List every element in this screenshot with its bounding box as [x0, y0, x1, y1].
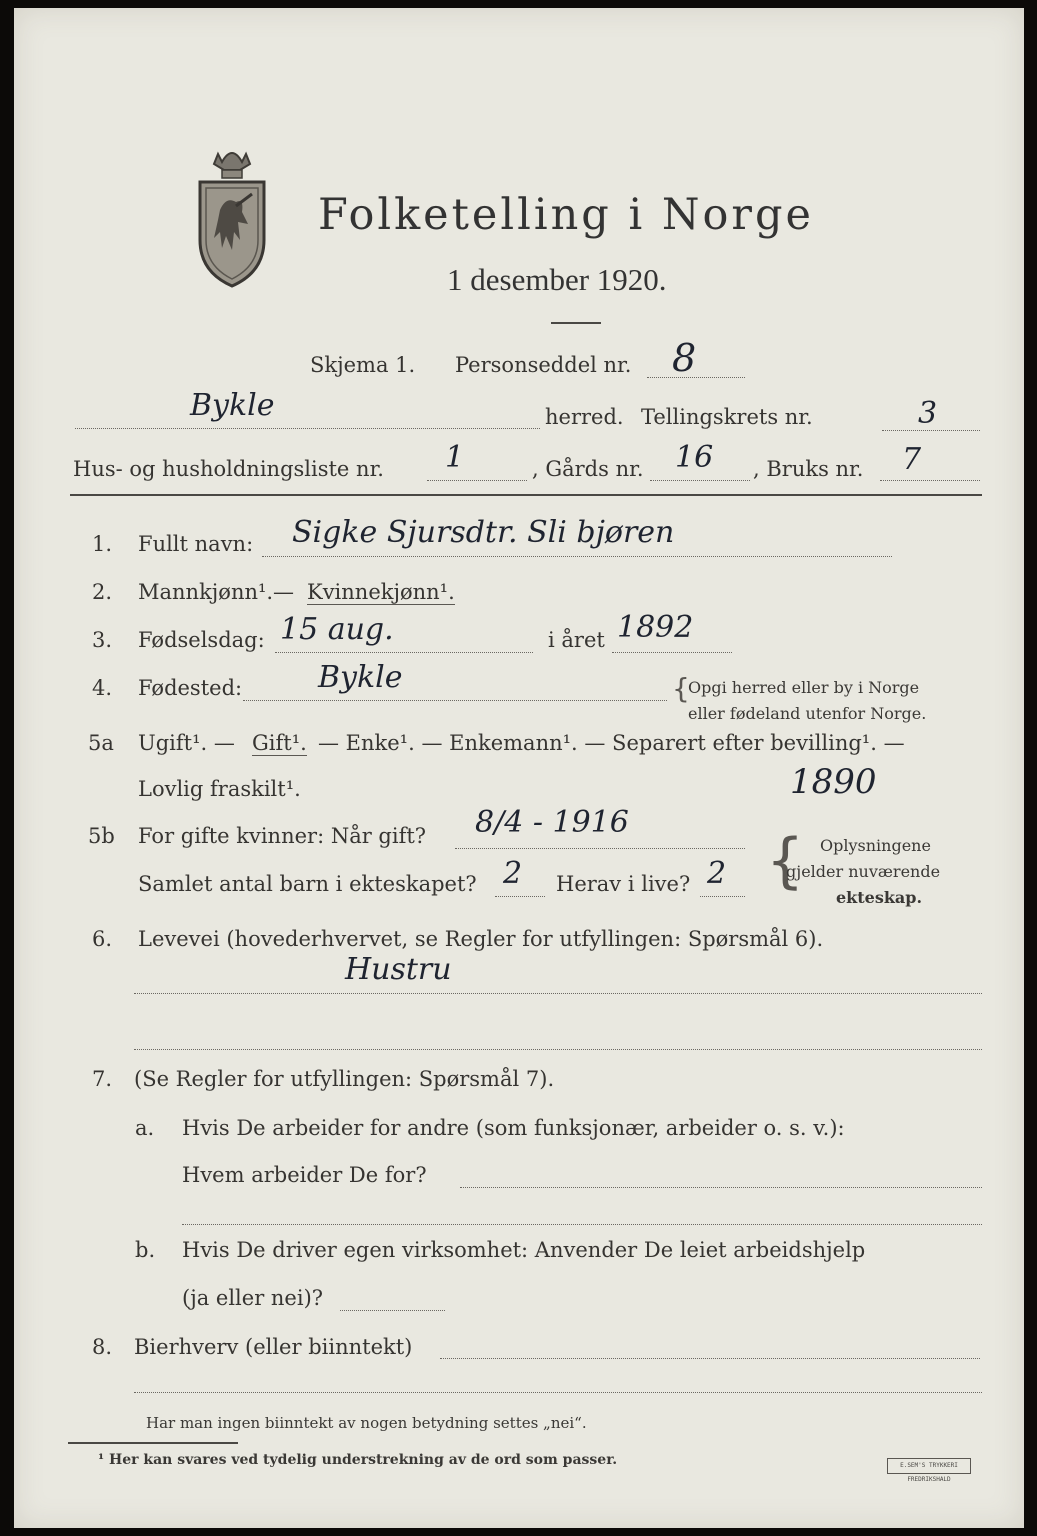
tellingskrets-label: Tellingskrets nr. — [641, 405, 813, 429]
ugift-label: Ugift¹. — — [138, 731, 235, 755]
herred-label: herred. — [545, 405, 624, 429]
q1-label: Fullt navn: — [138, 532, 254, 556]
children-count-label: Samlet antal barn i ekteskapet? — [138, 872, 477, 896]
children-alive-line — [700, 896, 745, 897]
gift-label: Gift¹. — [252, 731, 307, 755]
employer-line-1 — [460, 1187, 982, 1188]
q7a-line2: Hvem arbeider De for? — [182, 1163, 427, 1187]
q5b-note-line2: gjelder nuværende — [786, 862, 941, 881]
side-income-line-2 — [134, 1392, 982, 1393]
gards-label: , Gårds nr. — [532, 457, 644, 481]
q8-label: Bierhverv (eller biinntekt) — [134, 1335, 413, 1359]
q7b-line1: Hvis De driver egen virksomhet: Anvender De leiet arbeidshjelp — [182, 1238, 866, 1262]
side-income-line-1 — [440, 1358, 980, 1359]
year-label: i året — [548, 628, 605, 652]
q6-number: 6. — [92, 927, 113, 951]
occupation-line-1 — [134, 993, 982, 994]
q5b-note-line1: Oplysningene — [820, 836, 931, 855]
children-alive-label: Herav i live? — [556, 872, 691, 896]
husholdningsliste-line — [427, 480, 527, 481]
hired-help-line — [340, 1310, 445, 1311]
personseddel-value: 8 — [672, 336, 697, 380]
tellingskrets-value: 3 — [918, 396, 938, 431]
q7a-line1: Hvis De arbeider for andre (som funksjonær, arbeider o. s. v.): — [182, 1116, 845, 1140]
title-divider — [551, 322, 601, 324]
q4-note-line1: Opgi herred eller by i Norge — [688, 678, 920, 697]
occupation-value: Hustru — [345, 952, 452, 987]
q5b-brace: { — [766, 826, 805, 896]
footnote: ¹ Her kan svares ved tydelig understrekning av de ord som passer. — [98, 1452, 618, 1468]
bruks-value: 7 — [902, 442, 922, 477]
header-rule — [70, 494, 982, 496]
lovlig-fraskilt-label: Lovlig fraskilt¹. — [138, 777, 301, 801]
employer-line-2 — [182, 1224, 982, 1225]
husholdningsliste-label: Hus- og husholdningsliste nr. — [73, 457, 384, 481]
q5a-annotation: 1890 — [790, 762, 877, 802]
married-when-value: 8/4 - 1916 — [475, 805, 629, 840]
footnote-rule — [68, 1442, 238, 1444]
personseddel-label: Personseddel nr. — [455, 353, 632, 377]
q3-number: 3. — [92, 628, 113, 652]
children-alive-value: 2 — [707, 856, 727, 891]
q7b-line2: (ja eller nei)? — [182, 1286, 324, 1310]
q1-line — [262, 556, 892, 557]
q2-number: 2. — [92, 580, 113, 604]
married-when-label: For gifte kvinner: Når gift? — [138, 824, 427, 848]
q8-number: 8. — [92, 1335, 113, 1359]
q3-label: Fødselsdag: — [138, 628, 265, 652]
bruks-line — [880, 480, 980, 481]
q6-label: Levevei (hovederhvervet, se Regler for utfyllingen: Spørsmål 6). — [138, 927, 824, 951]
herred-line — [75, 428, 540, 429]
gards-line — [650, 480, 750, 481]
birthday-value: 15 aug. — [280, 612, 394, 647]
q7b-letter: b. — [135, 1238, 156, 1262]
norwegian-coat-of-arms-icon — [192, 140, 272, 290]
q8-note: Har man ingen biinntekt av nogen betydning settes „nei“. — [146, 1414, 587, 1432]
married-when-line — [455, 848, 745, 849]
census-date: 1 desember 1920. — [447, 262, 667, 297]
bruks-label: , Bruks nr. — [753, 457, 864, 481]
birth-year-value: 1892 — [617, 610, 694, 645]
q5a-number: 5a — [88, 731, 114, 755]
q5b-note-line3: ekteskap. — [836, 888, 923, 907]
children-count-line — [495, 896, 545, 897]
skjema-label: Skjema 1. — [310, 353, 416, 377]
q2-dash: — — [273, 580, 294, 604]
birthplace-value: Bykle — [318, 660, 403, 695]
kvinnekjonn-label: Kvinnekjønn¹. — [307, 580, 455, 604]
q4-label: Fødested: — [138, 676, 243, 700]
year-line — [612, 652, 732, 653]
birthday-line — [275, 652, 533, 653]
full-name-value: Sigke Sjursdtr. Sli bjøren — [292, 515, 675, 550]
birthplace-line — [243, 700, 667, 701]
q7-number: 7. — [92, 1067, 113, 1091]
q5b-number: 5b — [88, 824, 115, 848]
herred-value: Bykle — [190, 388, 275, 423]
printer-stamp: E.SEM'S TRYKKERI FREDRIKSHALD — [887, 1458, 971, 1474]
mannkjonn-label: Mannkjønn¹. — [138, 580, 274, 604]
children-count-value: 2 — [503, 856, 523, 891]
husholdningsliste-value: 1 — [445, 440, 465, 475]
q4-brace: { — [672, 672, 690, 705]
q4-number: 4. — [92, 676, 113, 700]
form-title: Folketelling i Norge — [318, 190, 814, 240]
q7a-letter: a. — [135, 1116, 155, 1140]
q4-note-line2: eller fødeland utenfor Norge. — [688, 704, 927, 723]
marital-options: — Enke¹. — Enkemann¹. — Separert efter bevilling¹. — — [318, 731, 905, 755]
q1-number: 1. — [92, 532, 113, 556]
occupation-line-2 — [134, 1049, 982, 1050]
q7-label: (Se Regler for utfyllingen: Spørsmål 7). — [134, 1067, 555, 1091]
gards-value: 16 — [675, 440, 714, 475]
